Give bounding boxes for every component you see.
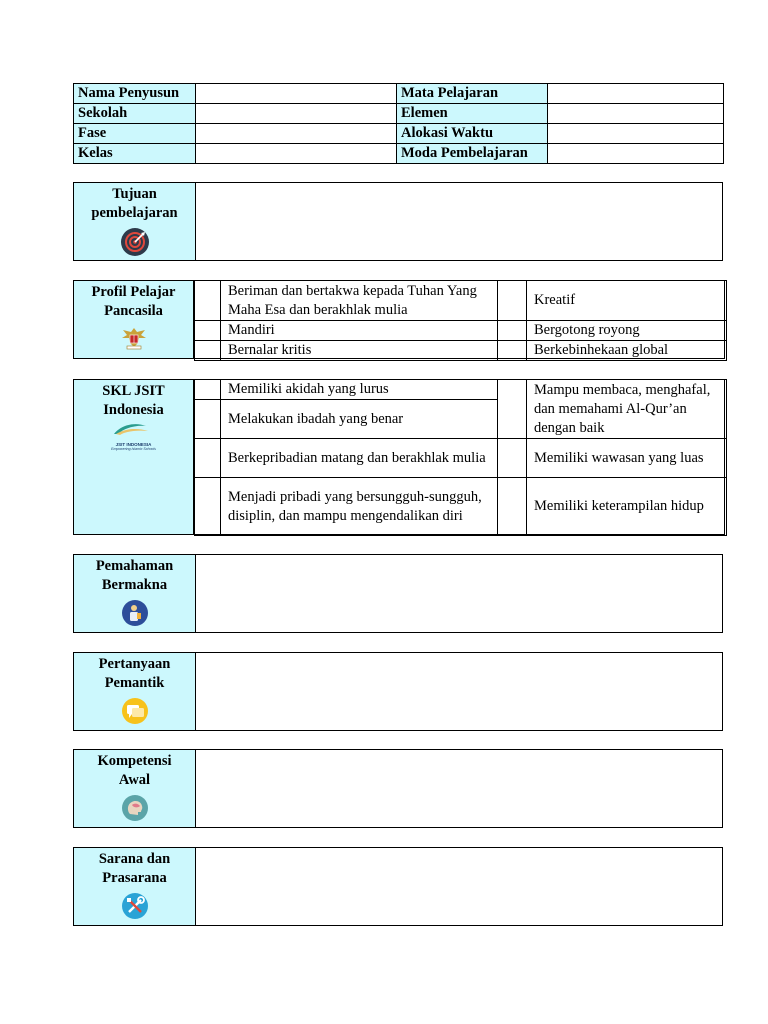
skl-checkbox-keterampilan[interactable] — [498, 478, 527, 536]
jsit-logo — [102, 422, 166, 451]
pemahaman-label-line2: Bermakna — [101, 577, 168, 593]
profil-checkbox-gotong-royong[interactable] — [498, 321, 527, 341]
skl-item-wawasan: Memiliki wawasan yang luas — [527, 439, 727, 478]
profil-table — [194, 280, 727, 361]
pertanyaan-label-cell — [74, 653, 196, 730]
skl-section — [73, 379, 725, 535]
jsit-logo-subtext: Empowering Islamic Schools — [111, 447, 156, 451]
brain-head-icon — [121, 794, 149, 822]
pemahaman-label-cell — [74, 555, 196, 632]
pertanyaan-label-line1: Pertanyaan — [98, 656, 171, 672]
jsit-logo-mark — [102, 422, 166, 436]
tujuan-content-field[interactable] — [196, 183, 722, 260]
chat-bubble-icon — [120, 697, 150, 725]
profil-item-mandiri: Mandiri — [221, 321, 498, 341]
skl-checkbox-kepribadian[interactable] — [195, 439, 221, 478]
header-value-sekolah[interactable] — [196, 104, 397, 124]
profil-label-cell — [74, 281, 194, 358]
profil-item-bernalar: Bernalar kritis — [221, 341, 498, 361]
skl-table — [194, 379, 727, 536]
skl-checkbox-ibadah[interactable] — [195, 400, 221, 439]
profil-label-line1: Profil Pelajar — [91, 284, 176, 300]
garuda-emblem — [120, 325, 148, 351]
tujuan-section — [73, 182, 723, 261]
header-label-mata-pelajaran: Mata Pelajaran — [397, 84, 548, 104]
skl-label-line2: Indonesia — [103, 402, 164, 418]
pemahaman-label-line1: Pemahaman — [95, 558, 174, 574]
kompetensi-label-cell — [74, 750, 196, 827]
header-value-nama-penyusun[interactable] — [196, 84, 397, 104]
skl-item-keterampilan: Memiliki keterampilan hidup — [527, 478, 727, 536]
skl-checkbox-sungguh[interactable] — [195, 478, 221, 536]
kompetensi-section — [73, 749, 723, 828]
tujuan-label-line1: Tujuan — [112, 186, 157, 202]
skl-item-akidah: Memiliki akidah yang lurus — [221, 380, 498, 400]
kompetensi-label-line2: Awal — [118, 772, 151, 788]
header-label-elemen: Elemen — [397, 104, 548, 124]
sarana-content-field[interactable] — [196, 848, 722, 925]
tujuan-label-line2: pembelajaran — [91, 205, 178, 221]
skl-item-sungguh: Menjadi pribadi yang bersungguh-sungguh, disiplin, dan mampu mengendalikan diri — [221, 478, 498, 536]
header-value-moda-pembelajaran[interactable] — [548, 144, 724, 164]
pertanyaan-label-line2: Pemantik — [104, 675, 165, 691]
header-value-alokasi-waktu[interactable] — [548, 124, 724, 144]
skl-checkbox-akidah[interactable] — [195, 380, 221, 400]
skl-label-line1: SKL JSIT — [102, 383, 165, 399]
pemahaman-content-field[interactable] — [196, 555, 722, 632]
header-label-moda-pembelajaran: Moda Pembelajaran — [397, 144, 548, 164]
profil-item-kebinhekaan: Berkebinhekaan global — [527, 341, 727, 361]
target-icon — [120, 227, 150, 257]
header-value-mata-pelajaran[interactable] — [548, 84, 724, 104]
profil-section — [73, 280, 725, 359]
skl-label-cell — [74, 380, 194, 534]
skl-checkbox-wawasan[interactable] — [498, 439, 527, 478]
header-label-fase: Fase — [74, 124, 196, 144]
profil-item-kreatif: Kreatif — [527, 281, 727, 321]
info-person-icon — [121, 599, 149, 627]
pemahaman-section — [73, 554, 723, 633]
profil-checkbox-kreatif[interactable] — [498, 281, 527, 321]
tools-icon — [121, 892, 149, 920]
header-value-elemen[interactable] — [548, 104, 724, 124]
header-label-kelas: Kelas — [74, 144, 196, 164]
sarana-label-line2: Prasarana — [102, 870, 167, 886]
sarana-label-cell — [74, 848, 196, 925]
pertanyaan-section — [73, 652, 723, 731]
profil-checkbox-2[interactable] — [195, 321, 221, 341]
tujuan-label-cell — [74, 183, 196, 260]
profil-checkbox-1[interactable] — [195, 281, 221, 321]
header-label-alokasi-waktu: Alokasi Waktu — [397, 124, 548, 144]
profil-item-gotong-royong: Bergotong royong — [527, 321, 727, 341]
kompetensi-content-field[interactable] — [196, 750, 722, 827]
sarana-label-line1: Sarana dan — [98, 851, 171, 867]
sarana-section — [73, 847, 723, 926]
skl-item-kepribadian: Berkepribadian matang dan berakhlak mulia — [221, 439, 498, 478]
skl-checkbox-quran[interactable] — [498, 380, 527, 439]
header-value-kelas[interactable] — [196, 144, 397, 164]
skl-item-ibadah: Melakukan ibadah yang benar — [221, 400, 498, 439]
pertanyaan-content-field[interactable] — [196, 653, 722, 730]
profil-label-line2: Pancasila — [104, 303, 163, 319]
kompetensi-label-line1: Kompetensi — [97, 753, 172, 769]
header-label-nama-penyusun: Nama Penyusun — [74, 84, 196, 104]
header-value-fase[interactable] — [196, 124, 397, 144]
skl-item-quran: Mampu membaca, menghafal, dan memahami Al-Qur’an dengan baik — [527, 380, 727, 439]
profil-checkbox-3[interactable] — [195, 341, 221, 361]
profil-checkbox-kebinhekaan[interactable] — [498, 341, 527, 361]
header-label-sekolah: Sekolah — [74, 104, 196, 124]
jsit-logo-text: JSIT INDONESIA — [115, 442, 152, 447]
profil-item-beriman: Beriman dan bertakwa kepada Tuhan Yang Maha Esa dan berakhlak mulia — [221, 281, 498, 321]
header-table — [73, 83, 724, 164]
